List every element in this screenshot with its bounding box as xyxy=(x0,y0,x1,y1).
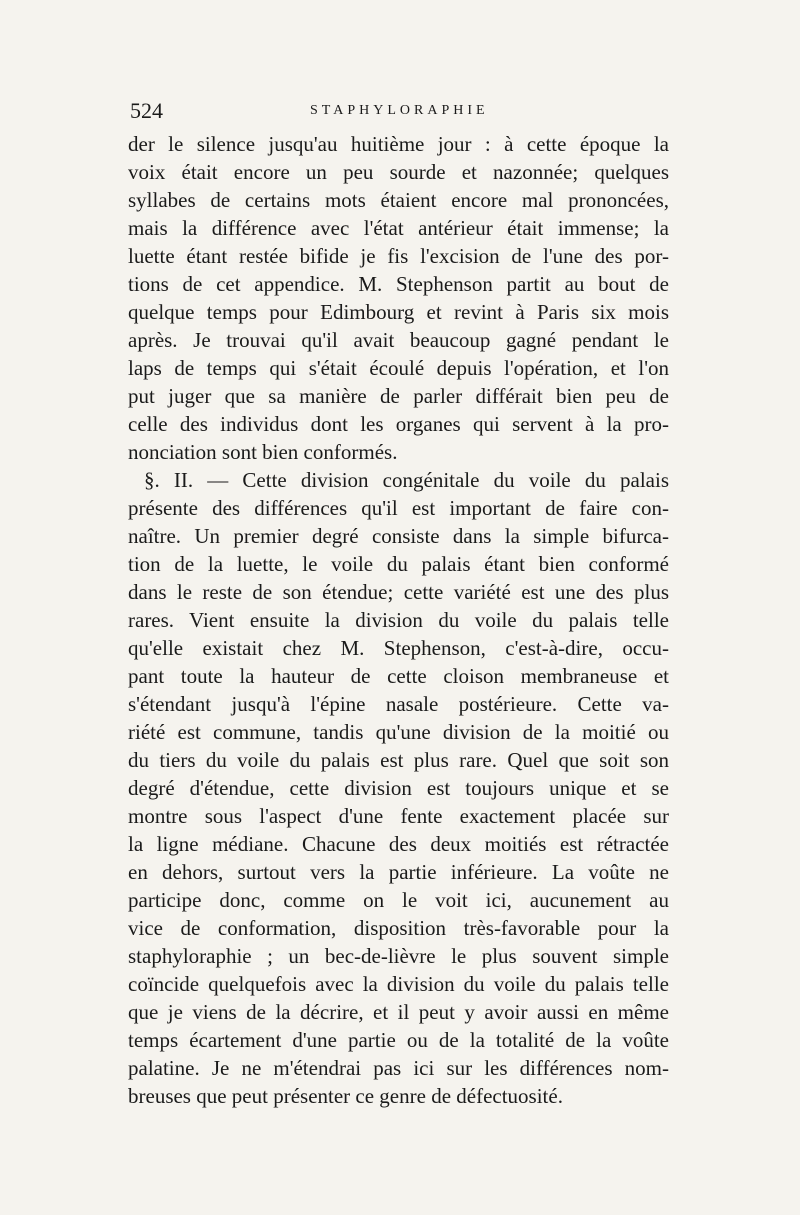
text-line: luette étant restée bifide je fis l'excision de l'une des por- xyxy=(128,244,669,268)
text-line: syllabes de certains mots étaient encore mal prononcées, xyxy=(128,188,669,212)
text-line: que je viens de la décrire, et il peut y avoir aussi en même xyxy=(128,1000,669,1024)
text-line: montre sous l'aspect d'une fente exactement placée sur xyxy=(128,804,669,828)
text-line: du tiers du voile du palais est plus rare. Quel que soit son xyxy=(128,748,669,772)
running-title: STAPHYLORAPHIE xyxy=(310,103,489,118)
section-heading-line: §. II. — Cette division congénitale du voile du palais xyxy=(144,468,669,492)
text-line-paragraph-end: breuses que peut présenter ce genre de défectuosité. xyxy=(128,1084,563,1108)
text-line: tions de cet appendice. M. Stephenson partit au bout de xyxy=(128,272,669,296)
text-line: la ligne médiane. Chacune des deux moitiés est rétractée xyxy=(128,832,669,856)
text-line: tion de la luette, le voile du palais étant bien conformé xyxy=(128,552,669,576)
body-text xyxy=(128,130,669,1110)
text-line: der le silence jusqu'au huitième jour : à cette époque la xyxy=(128,132,669,156)
page-number: 524 xyxy=(130,98,163,123)
page-header xyxy=(130,96,670,126)
text-line: après. Je trouvai qu'il avait beaucoup gagné pendant le xyxy=(128,328,669,352)
text-line: riété est commune, tandis qu'une division de la moitié ou xyxy=(128,720,669,744)
text-line: vice de conformation, disposition très-favorable pour la xyxy=(128,916,669,940)
text-line: naître. Un premier degré consiste dans la simple bifurca- xyxy=(128,524,669,548)
text-line: laps de temps qui s'était écoulé depuis l'opération, et l'on xyxy=(128,356,669,380)
text-line: coïncide quelquefois avec la division du voile du palais telle xyxy=(128,972,669,996)
text-line: présente des différences qu'il est important de faire con- xyxy=(128,496,669,520)
text-line: participe donc, comme on le voit ici, aucunement au xyxy=(128,888,669,912)
text-line: celle des individus dont les organes qui servent à la pro- xyxy=(128,412,669,436)
text-line-paragraph-end: nonciation sont bien conformés. xyxy=(128,440,398,464)
text-line: put juger que sa manière de parler différait bien peu de xyxy=(128,384,669,408)
text-line: quelque temps pour Edimbourg et revint à Paris six mois xyxy=(128,300,669,324)
text-line: qu'elle existait chez M. Stephenson, c'est-à-dire, occu- xyxy=(128,636,669,660)
text-line: dans le reste de son étendue; cette variété est une des plus xyxy=(128,580,669,604)
text-line: palatine. Je ne m'étendrai pas ici sur les différences nom- xyxy=(128,1056,669,1080)
text-line: pant toute la hauteur de cette cloison membraneuse et xyxy=(128,664,669,688)
text-line: mais la différence avec l'état antérieur était immense; la xyxy=(128,216,669,240)
text-line: staphyloraphie ; un bec-de-lièvre le plus souvent simple xyxy=(128,944,669,968)
text-line: s'étendant jusqu'à l'épine nasale postérieure. Cette va- xyxy=(128,692,669,716)
text-line: voix était encore un peu sourde et nazonnée; quelques xyxy=(128,160,669,184)
text-line: en dehors, surtout vers la partie inférieure. La voûte ne xyxy=(128,860,669,884)
text-line: degré d'étendue, cette division est toujours unique et se xyxy=(128,776,669,800)
text-line: temps écartement d'une partie ou de la totalité de la voûte xyxy=(128,1028,669,1052)
text-line: rares. Vient ensuite la division du voile du palais telle xyxy=(128,608,669,632)
